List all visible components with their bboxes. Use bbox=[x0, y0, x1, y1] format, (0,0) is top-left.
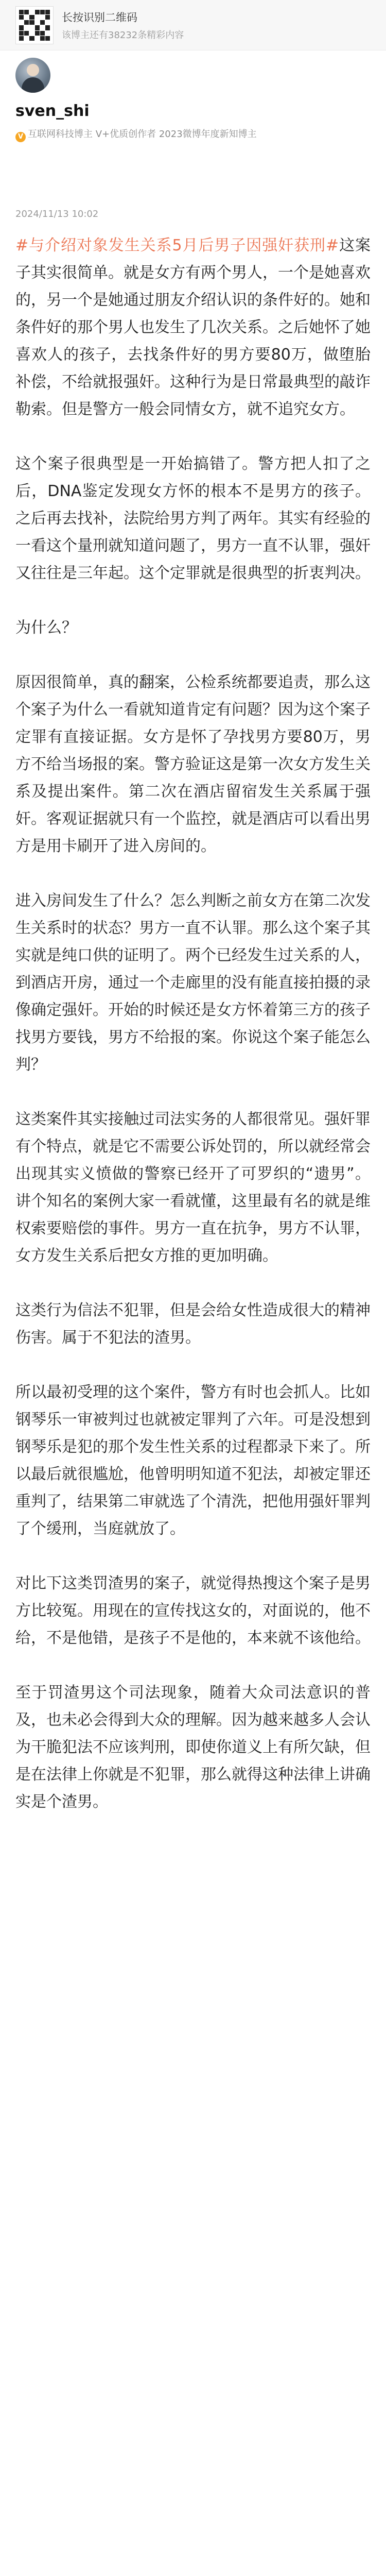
verified-text: 互联网科技博主 V+优质创作者 2023微博年度新知博主 bbox=[28, 129, 257, 140]
post-paragraph: 原因很简单，真的翻案，公检系统都要追责，那么这个案子为什么一看就知道肯定有问题？因为这个案子定罪有直接证据。女方是怀了孕找男方要80万，男方不给当场报的案。警方验证这是第一次女方发生关系及提出案件。第二次在酒店留宿发生关系属于强奸。客观证据就只有一个监控，就是酒店可以看出男方是用卡刷开了进入房间的。 bbox=[15, 673, 371, 855]
qr-code-icon[interactable] bbox=[15, 6, 54, 44]
author-profile bbox=[0, 50, 386, 143]
post-body bbox=[15, 232, 371, 1843]
qr-banner-title: 长按识别二维码 bbox=[62, 11, 137, 24]
avatar[interactable] bbox=[15, 58, 50, 93]
qr-banner[interactable] bbox=[0, 0, 386, 50]
post-paragraph: 至于罚渣男这个司法现象，随着大众司法意识的普及，也未必会得到大众的理解。因为越来越多人会认为干脆犯法不应该判刑，即使你道义上有所欠缺，但是在法律上你就是不犯罪，那么就得这种法律上讲确实是个渣男。 bbox=[15, 1684, 371, 1811]
post-paragraph: 这类行为信法不犯罪，但是会给女性造成很大的精神伤害。属于不犯法的渣男。 bbox=[15, 1301, 371, 1347]
post-paragraph: 为什么？ bbox=[15, 619, 77, 637]
verified-info bbox=[15, 127, 257, 142]
post-paragraph: 对比下这类罚渣男的案子，就觉得热搜这个案子是男方比较冤。用现在的宣传找这女的，对面说的，他不给，不是他错，是孩子不是他的，本来就不该他给。 bbox=[15, 1574, 371, 1647]
post-paragraph: 进入房间发生了什么？怎么判断之前女方在第二次发生关系时的状态？男方一直不认罪。那么这个案子其实就是纯口供的证明了。两个已经发生过关系的人，到酒店开房，通过一个走廊里的没有能直接拍摄的录像确定强奸。开始的时候还是女方怀着第三方的孩子找男方要钱，男方不给报的案。你说这个案子能怎么判？ bbox=[15, 892, 371, 1074]
qr-banner-subtitle: 该博主还有38232条精彩内容 bbox=[62, 30, 184, 41]
username[interactable]: sven_shi bbox=[15, 102, 90, 120]
post-timestamp: 2024/11/13 10:02 bbox=[15, 209, 99, 219]
verified-badge-icon: V bbox=[15, 132, 26, 142]
post-paragraph: 所以最初受理的这个案件，警方有时也会抓人。比如钢琴乐一审被判过也就被定罪判了六年。可是没想到钢琴乐是犯的那个发生性关系的过程都录下来了。所以最后就很尴尬，他曾明明知道不犯法，却被定罪还重判了，结果第二审就选了个清洗，把他用强奸罪判了个缓刑，当庭就放了。 bbox=[15, 1383, 371, 1538]
post-paragraph: 这个案子很典型是一开始搞错了。警方把人扣了之后，DNA鉴定发现女方怀的根本不是男方的孩子。之后再去找补，法院给男方判了两年。其实有经验的一看这个量刑就知道问题了，男方一直不认罪，强奸又往往是三年起。这个定罪就是很典型的折衷判决。 bbox=[15, 455, 371, 582]
topic-link[interactable]: #与介绍对象发生关系5月后男子因强奸获刑# bbox=[15, 236, 339, 255]
post-paragraph: #与介绍对象发生关系5月后男子因强奸获刑#这案子其实很简单。就是女方有两个男人，一个是她喜欢的，另一个是她通过朋友介绍认识的条件好的。她和条件好的那个男人也发生了几次关系。之后她怀了她喜欢人的孩子，去找条件好的男方要80万，做堕胎补偿，不给就报强奸。这种行为是日常最典型的敲诈勒索。但是警方一般会同情女方，就不追究女方。 bbox=[15, 236, 371, 418]
post-paragraph: 这类案件其实接触过司法实务的人都很常见。强奸罪有个特点，就是它不需要公诉处罚的，所以就经常会出现其实义愤做的警察已经开了可罗织的“遗男”。讲个知名的案例大家一看就懂，这里最有名的就是维权索要赔偿的事件。男方一直在抗争，男方不认罪，女方发生关系后把女方推的更加明确。 bbox=[15, 1110, 371, 1265]
